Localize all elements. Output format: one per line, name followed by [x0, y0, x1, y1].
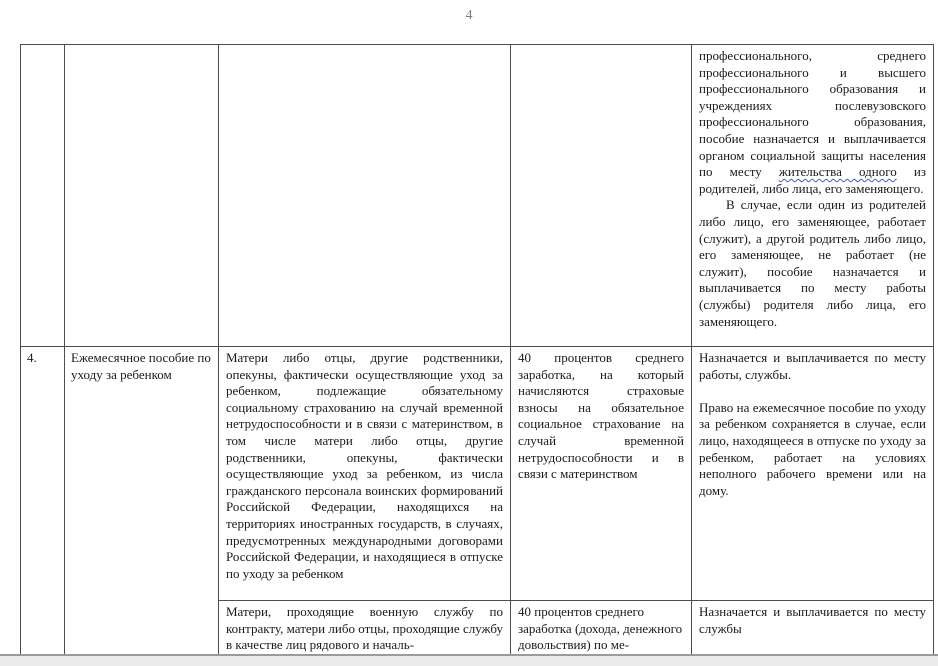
cell-amount-military: 40 процентов среднего заработка (дохода, денежного довольствия) по ме-	[511, 601, 692, 656]
cell-assignment-military: Назначается и выплачивается по месту службы	[692, 601, 934, 656]
empty-cell	[511, 45, 692, 347]
text-run: профессионального, среднего профессионального и высшего профессионального образования и учреждениях послевузовского профессионального образования, пособие назначается и выплачивается органом социальной защиты населения по месту	[699, 48, 926, 180]
cell-recipients-insured: Матери либо отцы, другие родственники, опекуны, фактически осуществляющие уход за ребенком, подлежащие обязательному социальному страхованию на случай временной нетрудоспособности и в связи с материнством, в том числе матери либо отцы, другие родственники, опекуны, фактически осуществляющие уход за ребенком, из числа гражданского персонала воинских формирований Российской Федерации, находящихся на территориях иностранных государств, в случаях, предусмотренных международными договорами Российской Федерации, и находящиеся в отпуске по уходу за ребенком	[219, 347, 511, 601]
page-number: 4	[465, 8, 473, 23]
empty-cell	[219, 45, 511, 347]
cell-row-number: 4.	[21, 347, 65, 656]
paragraph-assignment-one-parent-works: В случае, если один из родителей либо лицо, его заменяющее, работает (служит), а другой родитель либо лицо, его заменяющее, не работает (не служит), пособие назначается и выплачивается по месту работы (службы) родителя либо лица, его заменяющего.	[699, 197, 926, 329]
page-bottom-edge	[0, 654, 938, 666]
paragraph-right-retained: Право на ежемесячное пособие по уходу за ребенком сохраняется в случае, если лицо, находящееся в отпуске по уходу за ребенком, работает на условиях неполного рабочего времени или на дому.	[699, 399, 926, 498]
cell-assignment-insured	[692, 347, 934, 601]
cell-benefit-name: Ежемесячное пособие по уходу за ребенком	[65, 347, 219, 656]
grammar-check-underline: жительства одного	[778, 164, 897, 180]
cell-recipients-military: Матери, проходящие военную службу по контракту, матери либо отцы, проходящие службу в качестве лиц рядового и началь-	[219, 601, 511, 656]
paragraph-assignment-education	[699, 48, 926, 197]
benefits-table	[20, 44, 934, 656]
empty-cell	[65, 45, 219, 347]
text-run: из родителей, либо лица, его заменяющего.	[699, 164, 927, 196]
cell-continued-assignment	[692, 45, 934, 347]
paragraph-assignment-workplace: Назначается и выплачивается по месту работы, службы.	[699, 350, 926, 382]
cell-amount-insured: 40 процентов среднего заработка, на который начисляются страховые взносы на обязательное социальное страхование на случай временной нетрудоспособности и в связи с материнством	[511, 347, 692, 601]
empty-cell	[21, 45, 65, 347]
